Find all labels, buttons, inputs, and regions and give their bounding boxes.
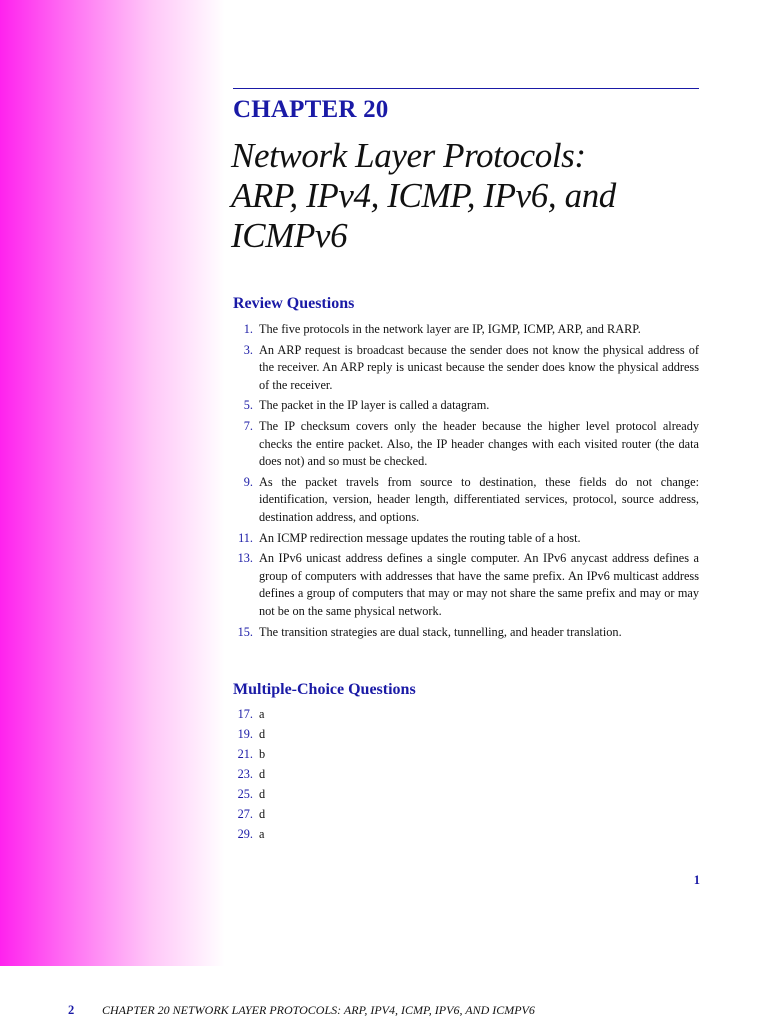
chapter-title-line: ARP, IPv4, ICMP, IPv6, and bbox=[231, 176, 616, 215]
next-page-header bbox=[0, 1000, 768, 1024]
question-number: 9. bbox=[243, 474, 253, 489]
chapter-label: CHAPTER 20 bbox=[233, 96, 389, 123]
answer-text: The five protocols in the network layer are IP, IGMP, ICMP, ARP, and RARP. bbox=[259, 322, 641, 336]
list-item bbox=[233, 550, 699, 620]
multiple-choice-heading: Multiple-Choice Questions bbox=[233, 681, 416, 698]
answer-text: As the packet travels from source to destination, these fields do not change: identification, version, header length, differentiated services, protocol, source address, destination address, and options. bbox=[259, 474, 699, 524]
question-number: 19. bbox=[237, 726, 253, 741]
answer-text: a bbox=[259, 707, 265, 721]
list-item bbox=[233, 418, 699, 471]
question-number: 3. bbox=[243, 342, 253, 357]
answer-text: The packet in the IP layer is called a datagram. bbox=[259, 398, 490, 413]
answer-text: d bbox=[259, 786, 266, 801]
list-item bbox=[233, 706, 699, 724]
answer-text: d bbox=[259, 766, 266, 781]
answer-text: The transition strategies are dual stack, tunnelling, and header translation. bbox=[259, 624, 622, 639]
answer-text: An ICMP redirection message updates the routing table of a host. bbox=[259, 530, 581, 545]
answer-text: b bbox=[259, 746, 266, 761]
list-item bbox=[233, 342, 699, 395]
list-item bbox=[233, 321, 699, 339]
chapter-rule bbox=[233, 88, 699, 89]
chapter-title-line: ICMPv6 bbox=[231, 216, 348, 255]
question-number: 13. bbox=[237, 551, 253, 566]
list-item bbox=[233, 624, 699, 642]
list-item bbox=[233, 766, 699, 784]
answer-text: d bbox=[259, 806, 266, 821]
page-number: 1 bbox=[693, 873, 700, 887]
list-item bbox=[233, 474, 699, 527]
answer-text: d bbox=[259, 726, 266, 741]
question-number: 5. bbox=[243, 398, 253, 413]
answer-text: a bbox=[259, 826, 265, 841]
multiple-choice-list bbox=[233, 706, 699, 846]
question-number: 21. bbox=[237, 746, 253, 761]
review-questions-heading: Review Questions bbox=[233, 295, 355, 312]
running-head: CHAPTER 20 NETWORK LAYER PROTOCOLS: ARP, IPV4, ICMP, IPV6, AND ICMPV6 bbox=[102, 1003, 535, 1017]
answer-text: The IP checksum covers only the header because the higher level protocol already checks the entire packet. Also, the IP header changes with each visited router (the data does not) and so must be checked. bbox=[259, 418, 699, 469]
list-item bbox=[233, 530, 699, 548]
question-number: 17. bbox=[237, 707, 253, 721]
question-number: 25. bbox=[237, 786, 253, 801]
question-number: 27. bbox=[237, 806, 253, 821]
footer-page-number: 2 bbox=[68, 1003, 75, 1017]
list-item bbox=[233, 746, 699, 764]
question-number: 7. bbox=[243, 418, 253, 433]
question-number: 23. bbox=[237, 766, 253, 781]
question-number: 29. bbox=[237, 826, 253, 841]
review-questions-list bbox=[233, 321, 699, 644]
chapter-title-line: Network Layer Protocols: bbox=[231, 136, 586, 175]
list-item bbox=[233, 826, 699, 844]
answer-text: An IPv6 unicast address defines a single computer. An IPv6 anycast address defines a group of computers with addresses that have the same prefix. An IPv6 multicast address defines a group of computers that may or may not share the same prefix and may or may not be on the same physical network. bbox=[259, 551, 699, 618]
question-number: 1. bbox=[243, 322, 253, 336]
question-number: 15. bbox=[237, 624, 253, 639]
list-item bbox=[233, 786, 699, 804]
answer-text: An ARP request is broadcast because the sender does not know the physical address of the receiver. An ARP reply is unicast because the sender does know the physical address of the receiver. bbox=[259, 342, 699, 392]
list-item bbox=[233, 806, 699, 824]
list-item bbox=[233, 397, 699, 415]
chapter-title bbox=[231, 136, 701, 256]
list-item bbox=[233, 726, 699, 744]
question-number: 11. bbox=[238, 530, 253, 545]
